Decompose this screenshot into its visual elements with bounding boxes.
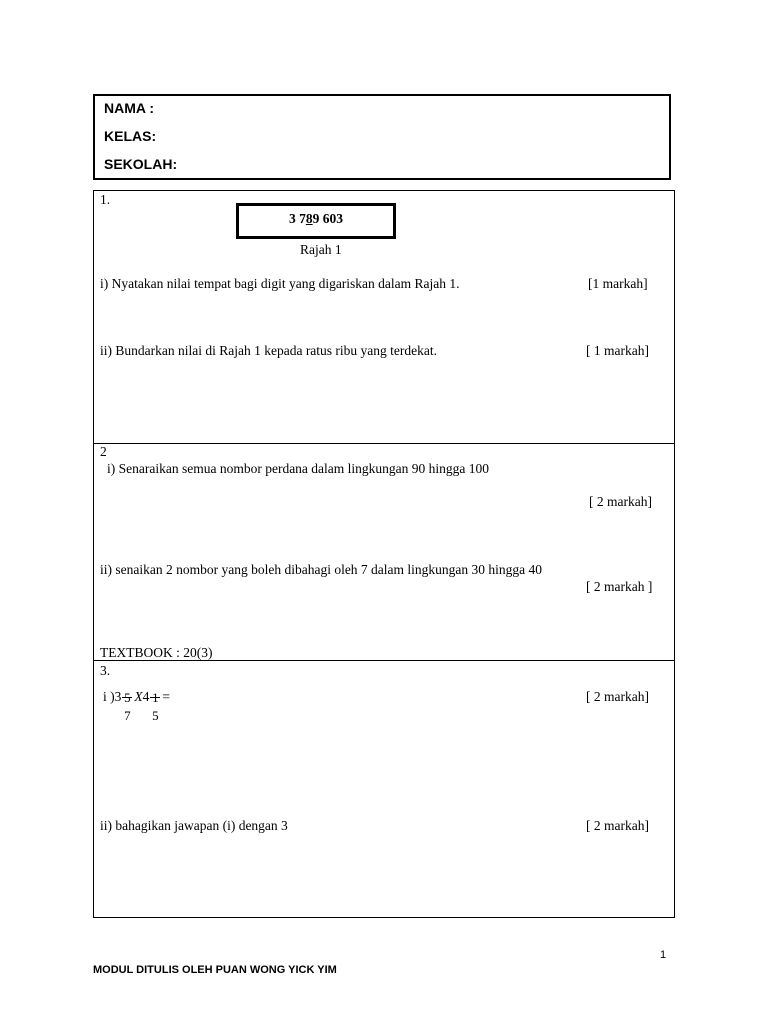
kelas-label: KELAS: <box>104 128 157 144</box>
question-2-part-i-marks: [ 2 markah] <box>589 494 652 509</box>
fraction-2 <box>149 681 161 723</box>
question-3-number: 3. <box>100 663 111 678</box>
question-1-part-i: i) Nyatakan nilai tempat bagi digit yang digariskan dalam Rajah 1. <box>100 276 460 291</box>
whole-number-1: 3 <box>114 689 122 704</box>
footer-author-line: MODUL DITULIS OLEH PUAN WONG YICK YIM <box>93 964 337 976</box>
question-2-part-ii: ii) senaikan 2 nombor yang boleh dibahagi oleh 7 dalam lingkungan 30 hingga 40 <box>100 562 543 577</box>
question-3-part-ii-marks: [ 2 markah] <box>586 818 649 833</box>
numerator-2: 1 <box>152 689 159 705</box>
rajah-value-pre: 3 7 <box>289 211 306 226</box>
denominator-2: 5 <box>152 707 159 723</box>
rajah-caption: Rajah 1 <box>300 242 342 257</box>
question-1-part-ii-marks: [ 1 markah] <box>586 343 649 358</box>
question-2-part-i: i) Senaraikan semua nombor perdana dalam lingkungan 90 hingga 100 <box>107 461 490 476</box>
fraction-bar-1 <box>122 697 132 698</box>
nama-label: NAMA : <box>104 100 155 116</box>
multiply-operator: X <box>134 689 143 704</box>
textbook-reference: TEXTBOOK : 20(3) <box>100 645 213 660</box>
question-3-part-ii: ii) bahagikan jawapan (i) dengan 3 <box>100 818 288 833</box>
rajah-1-box <box>236 203 396 239</box>
rajah-value-post: 9 603 <box>312 211 343 226</box>
question-2-box <box>93 443 675 661</box>
question-3-part-i-expression <box>103 680 170 723</box>
question-2-number: 2 <box>100 444 107 459</box>
page-number: 1 <box>660 949 667 961</box>
numerator-1: 5 <box>124 689 131 705</box>
question-1-part-i-marks: [1 markah] <box>588 276 648 291</box>
question-2-part-ii-marks: [ 2 markah ] <box>586 579 653 594</box>
denominator-1: 7 <box>124 707 131 723</box>
question-1-box <box>93 190 675 444</box>
part-i-label: i ) <box>103 689 115 704</box>
rajah-value-underlined-digit: 8 <box>305 211 313 226</box>
fraction-1 <box>121 681 133 723</box>
sekolah-label: SEKOLAH: <box>104 156 178 172</box>
question-1-number: 1. <box>100 192 111 207</box>
question-1-part-ii: ii) Bundarkan nilai di Rajah 1 kepada ratus ribu yang terdekat. <box>100 343 438 358</box>
question-3-part-i-marks: [ 2 markah] <box>586 689 649 704</box>
fraction-bar-2 <box>150 697 160 698</box>
whole-number-2: 4 <box>142 689 150 704</box>
student-info-box <box>93 94 671 180</box>
question-3-box <box>93 660 675 918</box>
equals-sign: = <box>162 689 170 704</box>
